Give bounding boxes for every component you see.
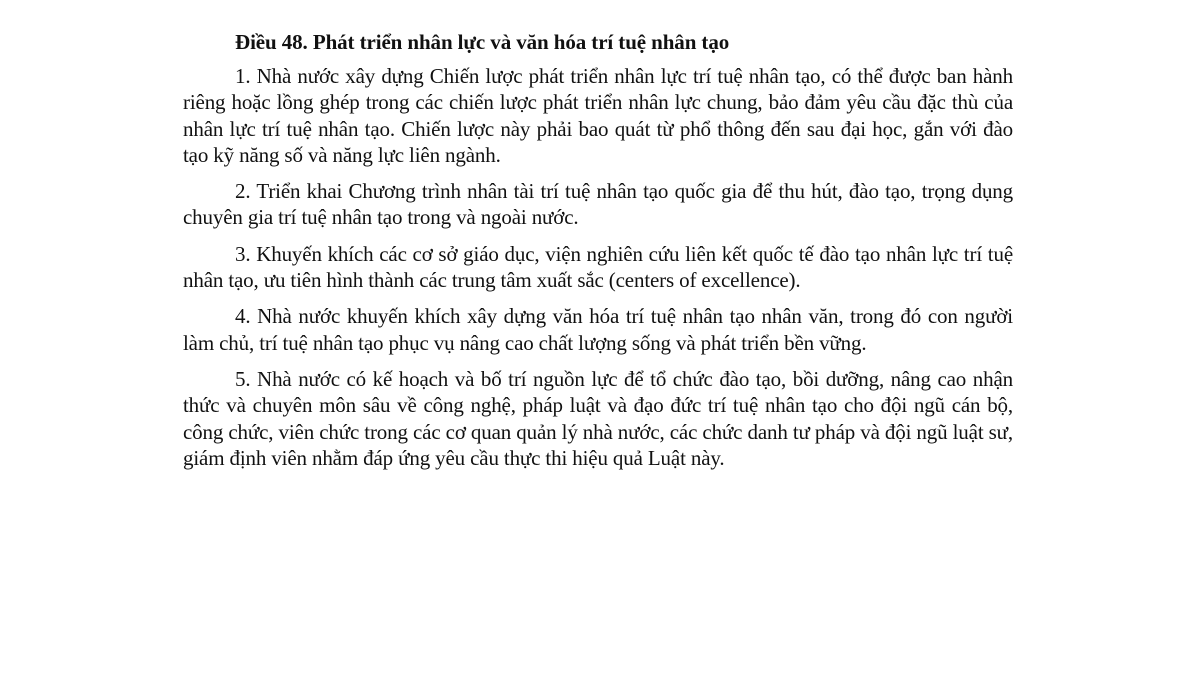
clause-3: 3. Khuyến khích các cơ sở giáo dục, viện nghiên cứu liên kết quốc tế đào tạo nhân lực trí tuệ nhân tạo, ưu tiên hình thành các trung tâm xuất sắc (centers of excellence). [183, 241, 1013, 293]
clause-1: 1. Nhà nước xây dựng Chiến lược phát triển nhân lực trí tuệ nhân tạo, có thể được ban hành riêng hoặc lồng ghép trong các chiến lược phát triển nhân lực chung, bảo đảm yêu cầu đặc thù của nhân lực trí tuệ nhân tạo. Chiến lược này phải bao quát từ phổ thông đến sau đại học, gắn với đào tạo kỹ năng số và năng lực liên ngành. [183, 64, 1013, 167]
clause-2: 2. Triển khai Chương trình nhân tài trí tuệ nhân tạo quốc gia để thu hút, đào tạo, trọng dụng chuyên gia trí tuệ nhân tạo trong và ngoài nước. [183, 179, 1013, 230]
clause-5: 5. Nhà nước có kế hoạch và bố trí nguồn lực để tổ chức đào tạo, bồi dưỡng, nâng cao nhận thức và chuyên môn sâu về công nghệ, pháp luật và đạo đức trí tuệ nhân tạo cho đội ngũ cán bộ, công chức, viên chức trong các cơ quan quản lý nhà nước, các chức danh tư pháp và đội ngũ luật sư, giám định viên nhằm đáp ứng yêu cầu thực thi hiệu quả Luật này. [183, 366, 1013, 470]
document-page [183, 29, 1013, 481]
article-title: Điều 48. Phát triển nhân lực và văn hóa trí tuệ nhân tạo [235, 30, 730, 54]
clause-4: 4. Nhà nước khuyến khích xây dựng văn hóa trí tuệ nhân tạo nhân văn, trong đó con người làm chủ, trí tuệ nhân tạo phục vụ nâng cao chất lượng sống và phát triển bền vững. [183, 304, 1013, 355]
